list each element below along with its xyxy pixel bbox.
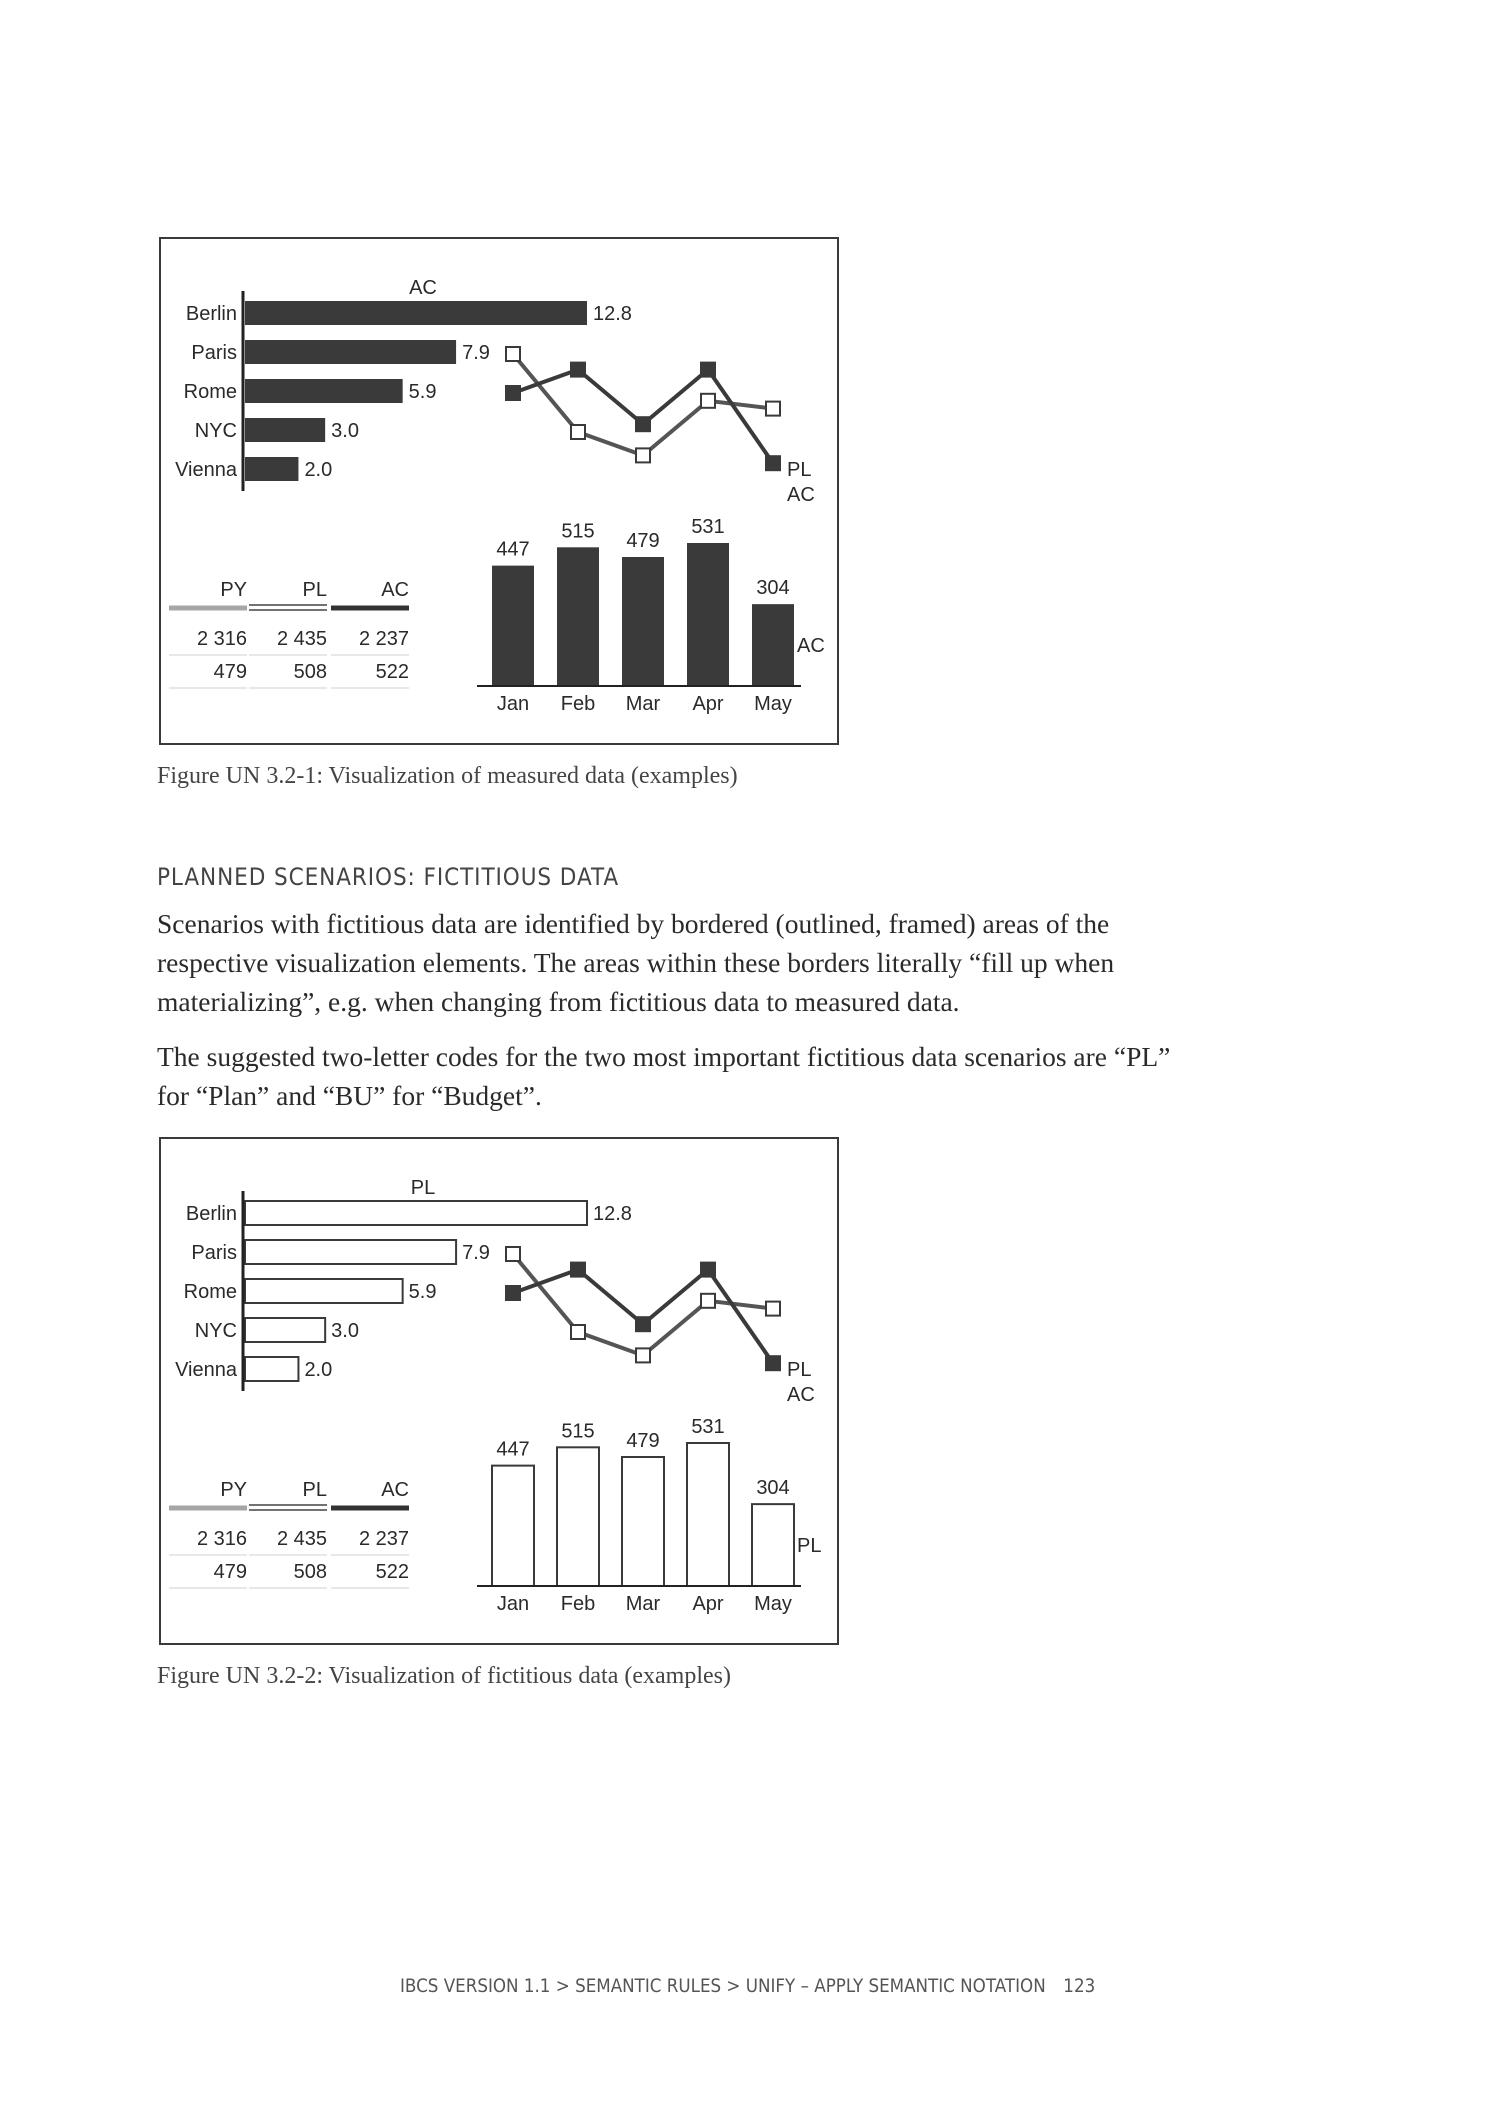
- table-cell: 522: [375, 661, 409, 683]
- hbar-category-label: Berlin: [185, 303, 237, 325]
- hbar-title: AC: [409, 277, 437, 299]
- table-cell: 2 435: [276, 1528, 327, 1550]
- hbar-bar: [245, 1240, 456, 1264]
- vbar-value-label: 515: [561, 520, 595, 543]
- vbar-bar: [752, 604, 794, 686]
- vbar-bar: [752, 1504, 794, 1586]
- line-marker-ac: [766, 456, 780, 470]
- hbar-value-label: 2.0: [304, 1359, 333, 1381]
- page-footer: [400, 1975, 1096, 1997]
- vbar-bar: [622, 1457, 664, 1586]
- footer-breadcrumb: IBCS VERSION 1.1 > SEMANTIC RULES > UNIFY – APPLY SEMANTIC NOTATION: [400, 1975, 1046, 1997]
- line-marker-ac: [701, 1263, 715, 1277]
- vbar-category-label: May: [754, 693, 792, 715]
- hbar-category-label: NYC: [194, 420, 237, 442]
- table-header-py: PY: [220, 579, 247, 601]
- line-marker-pl: [766, 402, 780, 416]
- vbar-category-label: Mar: [625, 1593, 661, 1615]
- vbar-bar: [557, 1447, 599, 1586]
- vbar-category-label: Apr: [692, 1593, 724, 1615]
- line-marker-ac: [701, 363, 715, 377]
- hbar-value-label: 3.0: [331, 1320, 359, 1342]
- table-cell: 508: [293, 661, 327, 683]
- vbar-bar: [622, 557, 664, 686]
- figure-2-caption: Figure UN 3.2-2: Visualization of fictitious data (examples): [157, 1663, 731, 1689]
- line-series-label-ac: AC: [787, 1384, 815, 1406]
- vbar-category-label: Feb: [560, 1593, 596, 1615]
- table-cell: 508: [293, 1561, 327, 1583]
- figure-1: [159, 237, 839, 745]
- hbar-value-label: 12.8: [593, 1203, 632, 1225]
- line-marker-pl: [571, 425, 585, 439]
- line-marker-pl: [701, 1294, 715, 1308]
- hbar-bar: [245, 379, 403, 403]
- line-marker-ac: [506, 1286, 520, 1300]
- hbar-value-label: 5.9: [408, 1281, 437, 1303]
- line-marker-pl: [701, 394, 715, 408]
- section-heading: PLANNED SCENARIOS: FICTITIOUS DATA: [157, 863, 620, 891]
- hbar-bar: [245, 1201, 587, 1225]
- hbar-bar: [245, 301, 587, 325]
- line-marker-ac: [766, 1356, 780, 1370]
- vbar-bar: [492, 566, 534, 686]
- line-marker-pl: [636, 448, 650, 462]
- line-marker-ac: [571, 363, 585, 377]
- vbar-bar: [492, 1466, 534, 1586]
- table-header-pl: PL: [302, 579, 327, 601]
- vbar-value-label: 479: [626, 1430, 660, 1453]
- vbar-category-label: Feb: [560, 693, 596, 715]
- hbar-value-label: 7.9: [462, 342, 490, 364]
- line-marker-pl: [766, 1302, 780, 1316]
- hbar-bar: [245, 340, 456, 364]
- hbar-value-label: 2.0: [304, 459, 333, 481]
- line-marker-ac: [636, 417, 650, 431]
- vbar-series-label: PL: [797, 1535, 822, 1557]
- line-marker-pl: [506, 347, 520, 361]
- vbar-bar: [557, 547, 599, 686]
- table-cell: 2 435: [276, 628, 327, 650]
- hbar-bar: [245, 1357, 298, 1381]
- paragraph-1: Scenarios with fictitious data are identified by bordered (outlined, framed) areas of the respective visualization elements. The areas within these borders literally “fill up when materializing”, e.g. when changing from fictitious data to measured data.: [157, 908, 1115, 1017]
- hbar-category-label: Vienna: [175, 1359, 237, 1381]
- hbar-value-label: 3.0: [331, 420, 359, 442]
- table-cell: 2 237: [358, 1528, 409, 1550]
- vbar-value-label: 447: [496, 538, 530, 561]
- vbar-series-label: AC: [797, 635, 825, 657]
- vbar-value-label: 304: [756, 577, 790, 600]
- table-header-ac: AC: [381, 579, 409, 601]
- vbar-bar: [687, 1443, 729, 1586]
- vbar-value-label: 531: [691, 516, 725, 538]
- table-header-pl: PL: [302, 1479, 327, 1501]
- hbar-bar: [245, 418, 325, 442]
- table-header-ac: AC: [381, 1479, 409, 1501]
- hbar-bar: [245, 457, 298, 481]
- figure-2-chart: [161, 1139, 837, 1643]
- page-number: 123: [1063, 1975, 1096, 1997]
- table-cell: 479: [213, 1561, 247, 1583]
- hbar-category-label: Rome: [183, 381, 237, 403]
- line-marker-pl: [636, 1348, 650, 1362]
- hbar-bar: [245, 1318, 325, 1342]
- figure-1-chart: [161, 239, 837, 743]
- hbar-category-label: Rome: [183, 1281, 237, 1303]
- vbar-category-label: Jan: [496, 1593, 530, 1615]
- hbar-value-label: 7.9: [462, 1242, 490, 1264]
- vbar-category-label: May: [754, 1593, 792, 1615]
- line-marker-ac: [571, 1263, 585, 1277]
- line-marker-pl: [506, 1247, 520, 1261]
- vbar-category-label: Jan: [496, 693, 530, 715]
- hbar-category-label: Berlin: [185, 1203, 237, 1225]
- hbar-value-label: 12.8: [593, 303, 632, 325]
- table-cell: 2 316: [196, 628, 247, 650]
- vbar-value-label: 304: [756, 1477, 790, 1500]
- hbar-bar: [245, 1279, 403, 1303]
- vbar-value-label: 479: [626, 530, 660, 553]
- vbar-value-label: 447: [496, 1438, 530, 1461]
- line-marker-pl: [571, 1325, 585, 1339]
- figure-1-caption: Figure UN 3.2-1: Visualization of measured data (examples): [157, 763, 738, 789]
- line-marker-ac: [636, 1317, 650, 1331]
- hbar-category-label: Paris: [191, 1242, 237, 1264]
- figure-2: [159, 1137, 839, 1645]
- table-cell: 2 237: [358, 628, 409, 650]
- paragraph-2: The suggested two-letter codes for the two most important fictitious data scenarios are “PL” for “Plan” and “BU” for “Budget”.: [157, 1041, 1171, 1111]
- hbar-category-label: Paris: [191, 342, 237, 364]
- hbar-category-label: NYC: [194, 1320, 237, 1342]
- hbar-value-label: 5.9: [408, 381, 437, 403]
- vbar-category-label: Mar: [625, 693, 661, 715]
- table-header-py: PY: [220, 1479, 247, 1501]
- hbar-category-label: Vienna: [175, 459, 237, 481]
- line-series-label-pl: PL: [787, 459, 812, 481]
- line-series-label-pl: PL: [787, 1359, 812, 1381]
- table-cell: 522: [375, 1561, 409, 1583]
- line-series-label-ac: AC: [787, 484, 815, 506]
- vbar-value-label: 531: [691, 1416, 725, 1438]
- line-marker-ac: [506, 386, 520, 400]
- table-cell: 2 316: [196, 1528, 247, 1550]
- table-cell: 479: [213, 661, 247, 683]
- vbar-category-label: Apr: [692, 693, 724, 715]
- vbar-value-label: 515: [561, 1420, 595, 1443]
- vbar-bar: [687, 543, 729, 686]
- hbar-title: PL: [410, 1177, 436, 1199]
